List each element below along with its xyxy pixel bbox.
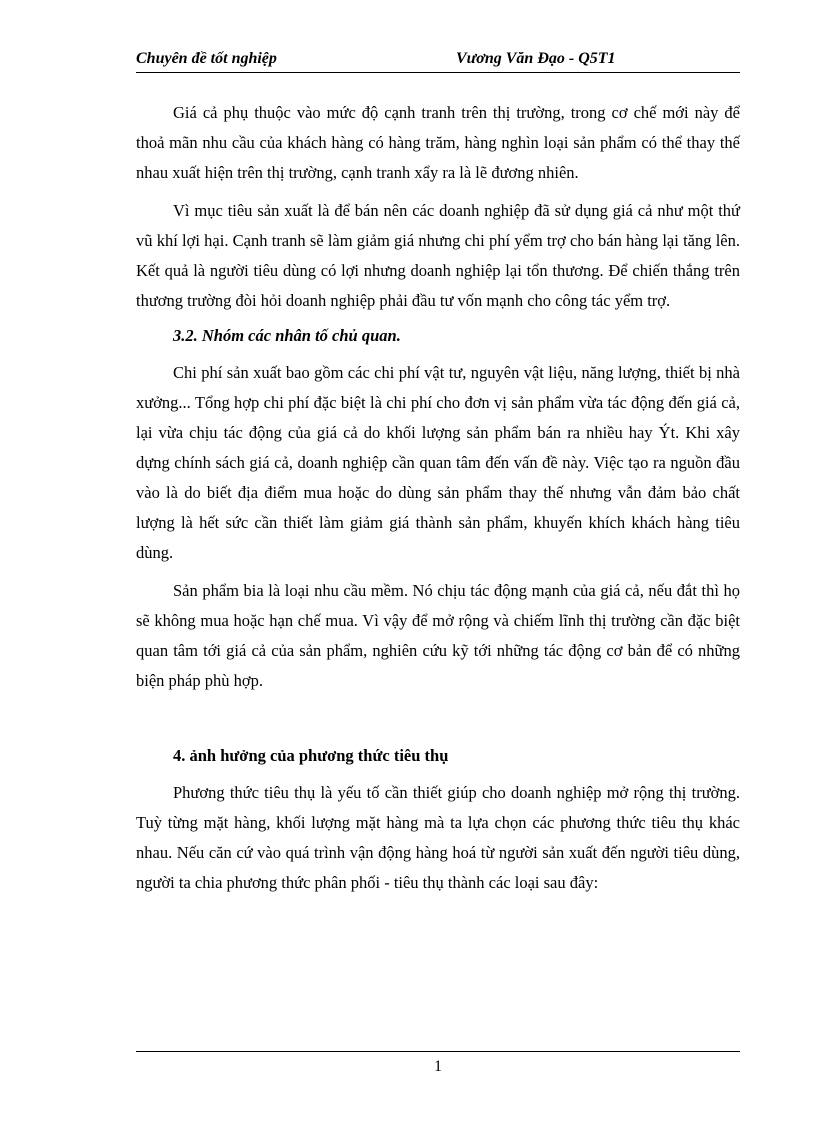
paragraph-consumption-method: Phương thức tiêu thụ là yếu tố cần thiết giúp cho doanh nghiệp mở rộng thị trường. Tuỳ từng mặt hàng, khối lượng mặt hàng mà ta lựa chọn các phương thức tiêu thụ khác nhau. Nếu căn cứ vào quá trình vận động hàng hoá từ người sản xuất đến người tiêu dùng, người ta chia phương thức phân phối - tiêu thụ thành các loại sau đây: (136, 783, 740, 892)
page-body (136, 98, 740, 906)
footer-divider (136, 1051, 740, 1052)
page-number: 1 (434, 1058, 442, 1075)
subsection-heading-3-2: 3.2. Nhóm các nhân tố chủ quan. (173, 326, 401, 345)
header-document-title: Chuyên đề tốt nghiệp (136, 50, 277, 67)
paragraph-beer-demand: Sản phẩm bia là loại nhu cầu mềm. Nó chịu tác động mạnh của giá cả, nếu đắt thì họ sẽ không mua hoặc hạn chế mua. Vì vậy để mở rộng và chiếm lĩnh thị trường cần đặc biệt quan tâm tới giá cả của sản phẩm, nghiên cứu kỹ tới những tác động cơ bản để có những biện pháp phù hợp. (136, 581, 740, 690)
paragraph-production-cost: Chi phí sản xuất bao gồm các chi phí vật tư, nguyên vật liệu, năng lượng, thiết bị nhà xưởng... Tổng hợp chi phí đặc biệt là chi phí cho đơn vị sản phẩm vừa tác động đến giá cả, lại vừa chịu tác động của giá cả do khối lượng sản phẩm bán ra nhiều hay Ýt. Khi xây dựng chính sách giá cả, doanh nghiệp cần quan tâm đến vấn đề này. Việc tạo ra nguồn đầu vào là do biết địa điểm mua hoặc do dùng sản phẩm thay thế nhưng vẫn đảm bảo chất lượng là hết sức cần thiết làm giảm giá thành sản phẩm, khuyến khích khách hàng tiêu dùng. (136, 363, 740, 562)
page-header (136, 48, 740, 73)
header-author: Vương Văn Đạo - Q5T1 (456, 50, 616, 67)
section-heading-4: 4. ảnh hưởng của phương thức tiêu thụ (173, 746, 449, 765)
paragraph-price-weapon: Vì mục tiêu sản xuất là để bán nên các doanh nghiệp đã sử dụng giá cả như một thứ vũ khí lợi hại. Cạnh tranh sẽ làm giảm giá nhưng chi phí yểm trợ cho bán hàng lại tăng lên. Kết quả là người tiêu dùng có lợi nhưng doanh nghiệp lại tổn thương. Để chiến thắng trên thương trường đòi hỏi doanh nghiệp phải đầu tư vốn mạnh cho công tác yểm trợ. (136, 201, 740, 310)
paragraph-price-competition: Giá cả phụ thuộc vào mức độ cạnh tranh trên thị trường, trong cơ chế mới này để thoả mãn nhu cầu của khách hàng có hàng trăm, hàng nghìn loại sản phẩm có thể thay thế nhau xuất hiện trên thị trường, cạnh tranh xẩy ra là lẽ đương nhiên. (136, 103, 740, 182)
